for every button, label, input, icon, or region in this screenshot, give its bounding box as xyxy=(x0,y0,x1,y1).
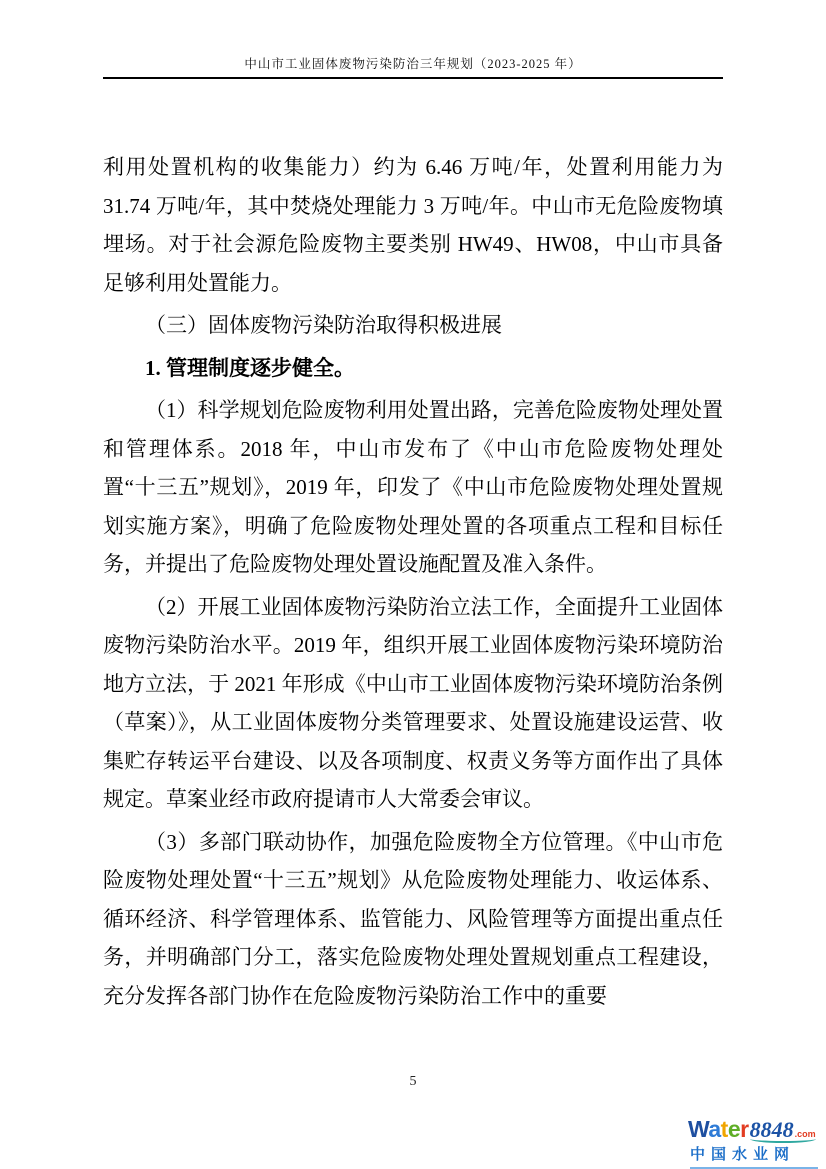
logo-swoosh-underline-icon xyxy=(750,1135,816,1143)
sub-heading-1: 1. 管理制度逐步健全。 xyxy=(145,355,355,380)
logo-letter: e xyxy=(727,1116,741,1142)
logo-dotcom-suffix: .com xyxy=(794,1129,816,1139)
paragraph-3: （3）多部门联动协作，加强危险废物全方位管理。《中山市危险废物处理处置“十三五”规划》从危险废物处理能力、收运体系、循环经济、科学管理体系、监管能力、风险管理等方面提出重点任务，并明确部门分工，落实危险废物处理处置规划重点工程建设，充分发挥各部门协作在危险废物污染防治工作中的重要 xyxy=(103,829,723,1008)
section-heading-3: （三）固体废物污染防治取得积极进展 xyxy=(145,313,502,337)
logo-letter: a xyxy=(708,1116,721,1142)
logo-8848-digits: 8848 xyxy=(749,1117,794,1142)
water8848-watermark-logo xyxy=(688,1117,818,1169)
logo-letter: W xyxy=(688,1116,709,1142)
logo-wordmark-row xyxy=(688,1117,818,1143)
paragraph-continuation: 利用处置机构的收集能力）约为 6.46 万吨/年，处置利用能力为 31.74 万吨/年，其中焚烧处理能力 3 万吨/年。中山市无危险废物填埋场。对于社会源危险废物主要类别 HW49、HW08，中山市具备足够利用处置能力。 xyxy=(103,155,723,295)
document-body xyxy=(103,148,723,1019)
paragraph-2: （2）开展工业固体废物污染防治立法工作，全面提升工业固体废物污染防治水平。2019 年，组织开展工业固体废物污染环境防治地方立法，于 2021 年形成《中山市工业固体废物污染环境防治条例（草案）》，从工业固体废物分类管理要求、处置设施建设运营、收集贮存转运平台建设、以及各项制度、权责义务等方面作出了具体规定。草案业经市政府提请市人大常委会审议。 xyxy=(103,594,723,811)
logo-water-word xyxy=(688,1117,749,1141)
page-header xyxy=(103,0,723,79)
logo-letter: t xyxy=(720,1116,728,1142)
logo-subtitle-chinese: 中国水业网 xyxy=(690,1146,796,1163)
running-head-title: 中山市工业固体废物污染防治三年规划（2023-2025 年） xyxy=(244,56,582,71)
page-number: 5 xyxy=(409,1074,417,1089)
logo-letter: r xyxy=(740,1116,749,1142)
paragraph-1: （1）科学规划危险废物利用处置出路，完善危险废物处理处置和管理体系。2018 年，中山市发布了《中山市危险废物处理处置“十三五”规划》，2019 年，印发了《中山市危险废物处理处置规划实施方案》，明确了危险废物处理处置的各项重点工程和目标任务，并提出了危险废物处理处置设施配置及准入条件。 xyxy=(103,398,723,576)
